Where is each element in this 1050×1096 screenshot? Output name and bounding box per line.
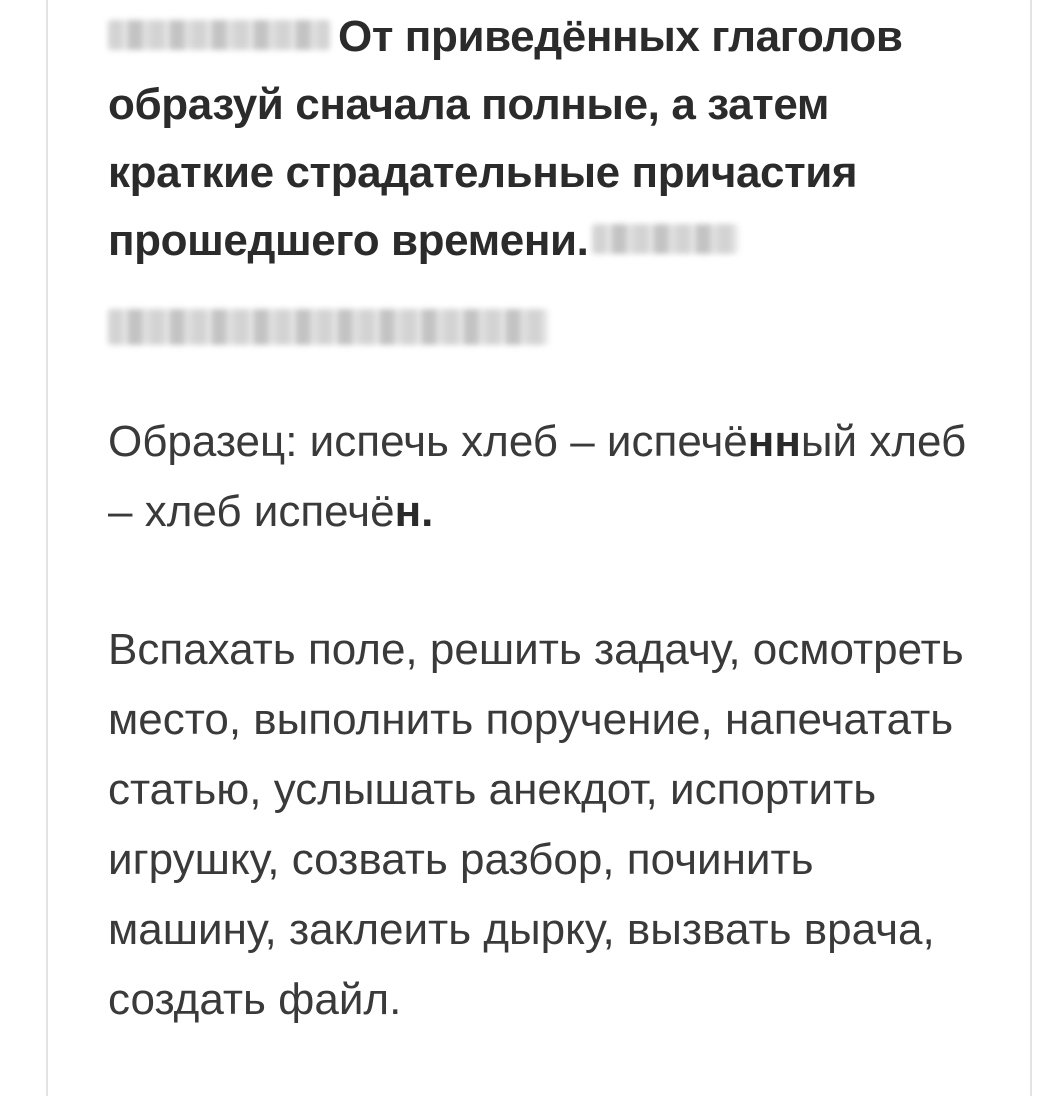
sample-prefix: Образец: испечь хлеб – испечё bbox=[108, 417, 748, 466]
exercise-content bbox=[108, 0, 968, 1035]
task-instruction bbox=[108, 0, 968, 345]
redacted-text bbox=[108, 20, 330, 50]
verb-list: Вспахать поле, решить задачу, осмотреть место, выполнить поручение, напечатать статью, услышать анекдот, испортить игрушку, созвать разбор, починить машину, заклеить дырку, вызвать врача, создать файл. bbox=[108, 625, 964, 1024]
redacted-line bbox=[108, 309, 548, 345]
sample-middle: ый хлеб – хлеб испечё bbox=[108, 417, 967, 536]
redacted-text bbox=[592, 224, 738, 254]
sample-bold-suffix-2: н. bbox=[394, 487, 434, 536]
task-text-line-1: От приведённых глаголов bbox=[338, 12, 903, 61]
task-text-rest: образуй сначала полные, а затем краткие страдательные причастия прошедшего времени. bbox=[108, 80, 858, 265]
sample-bold-suffix-1: нн bbox=[747, 417, 801, 466]
sample-example bbox=[108, 407, 968, 547]
